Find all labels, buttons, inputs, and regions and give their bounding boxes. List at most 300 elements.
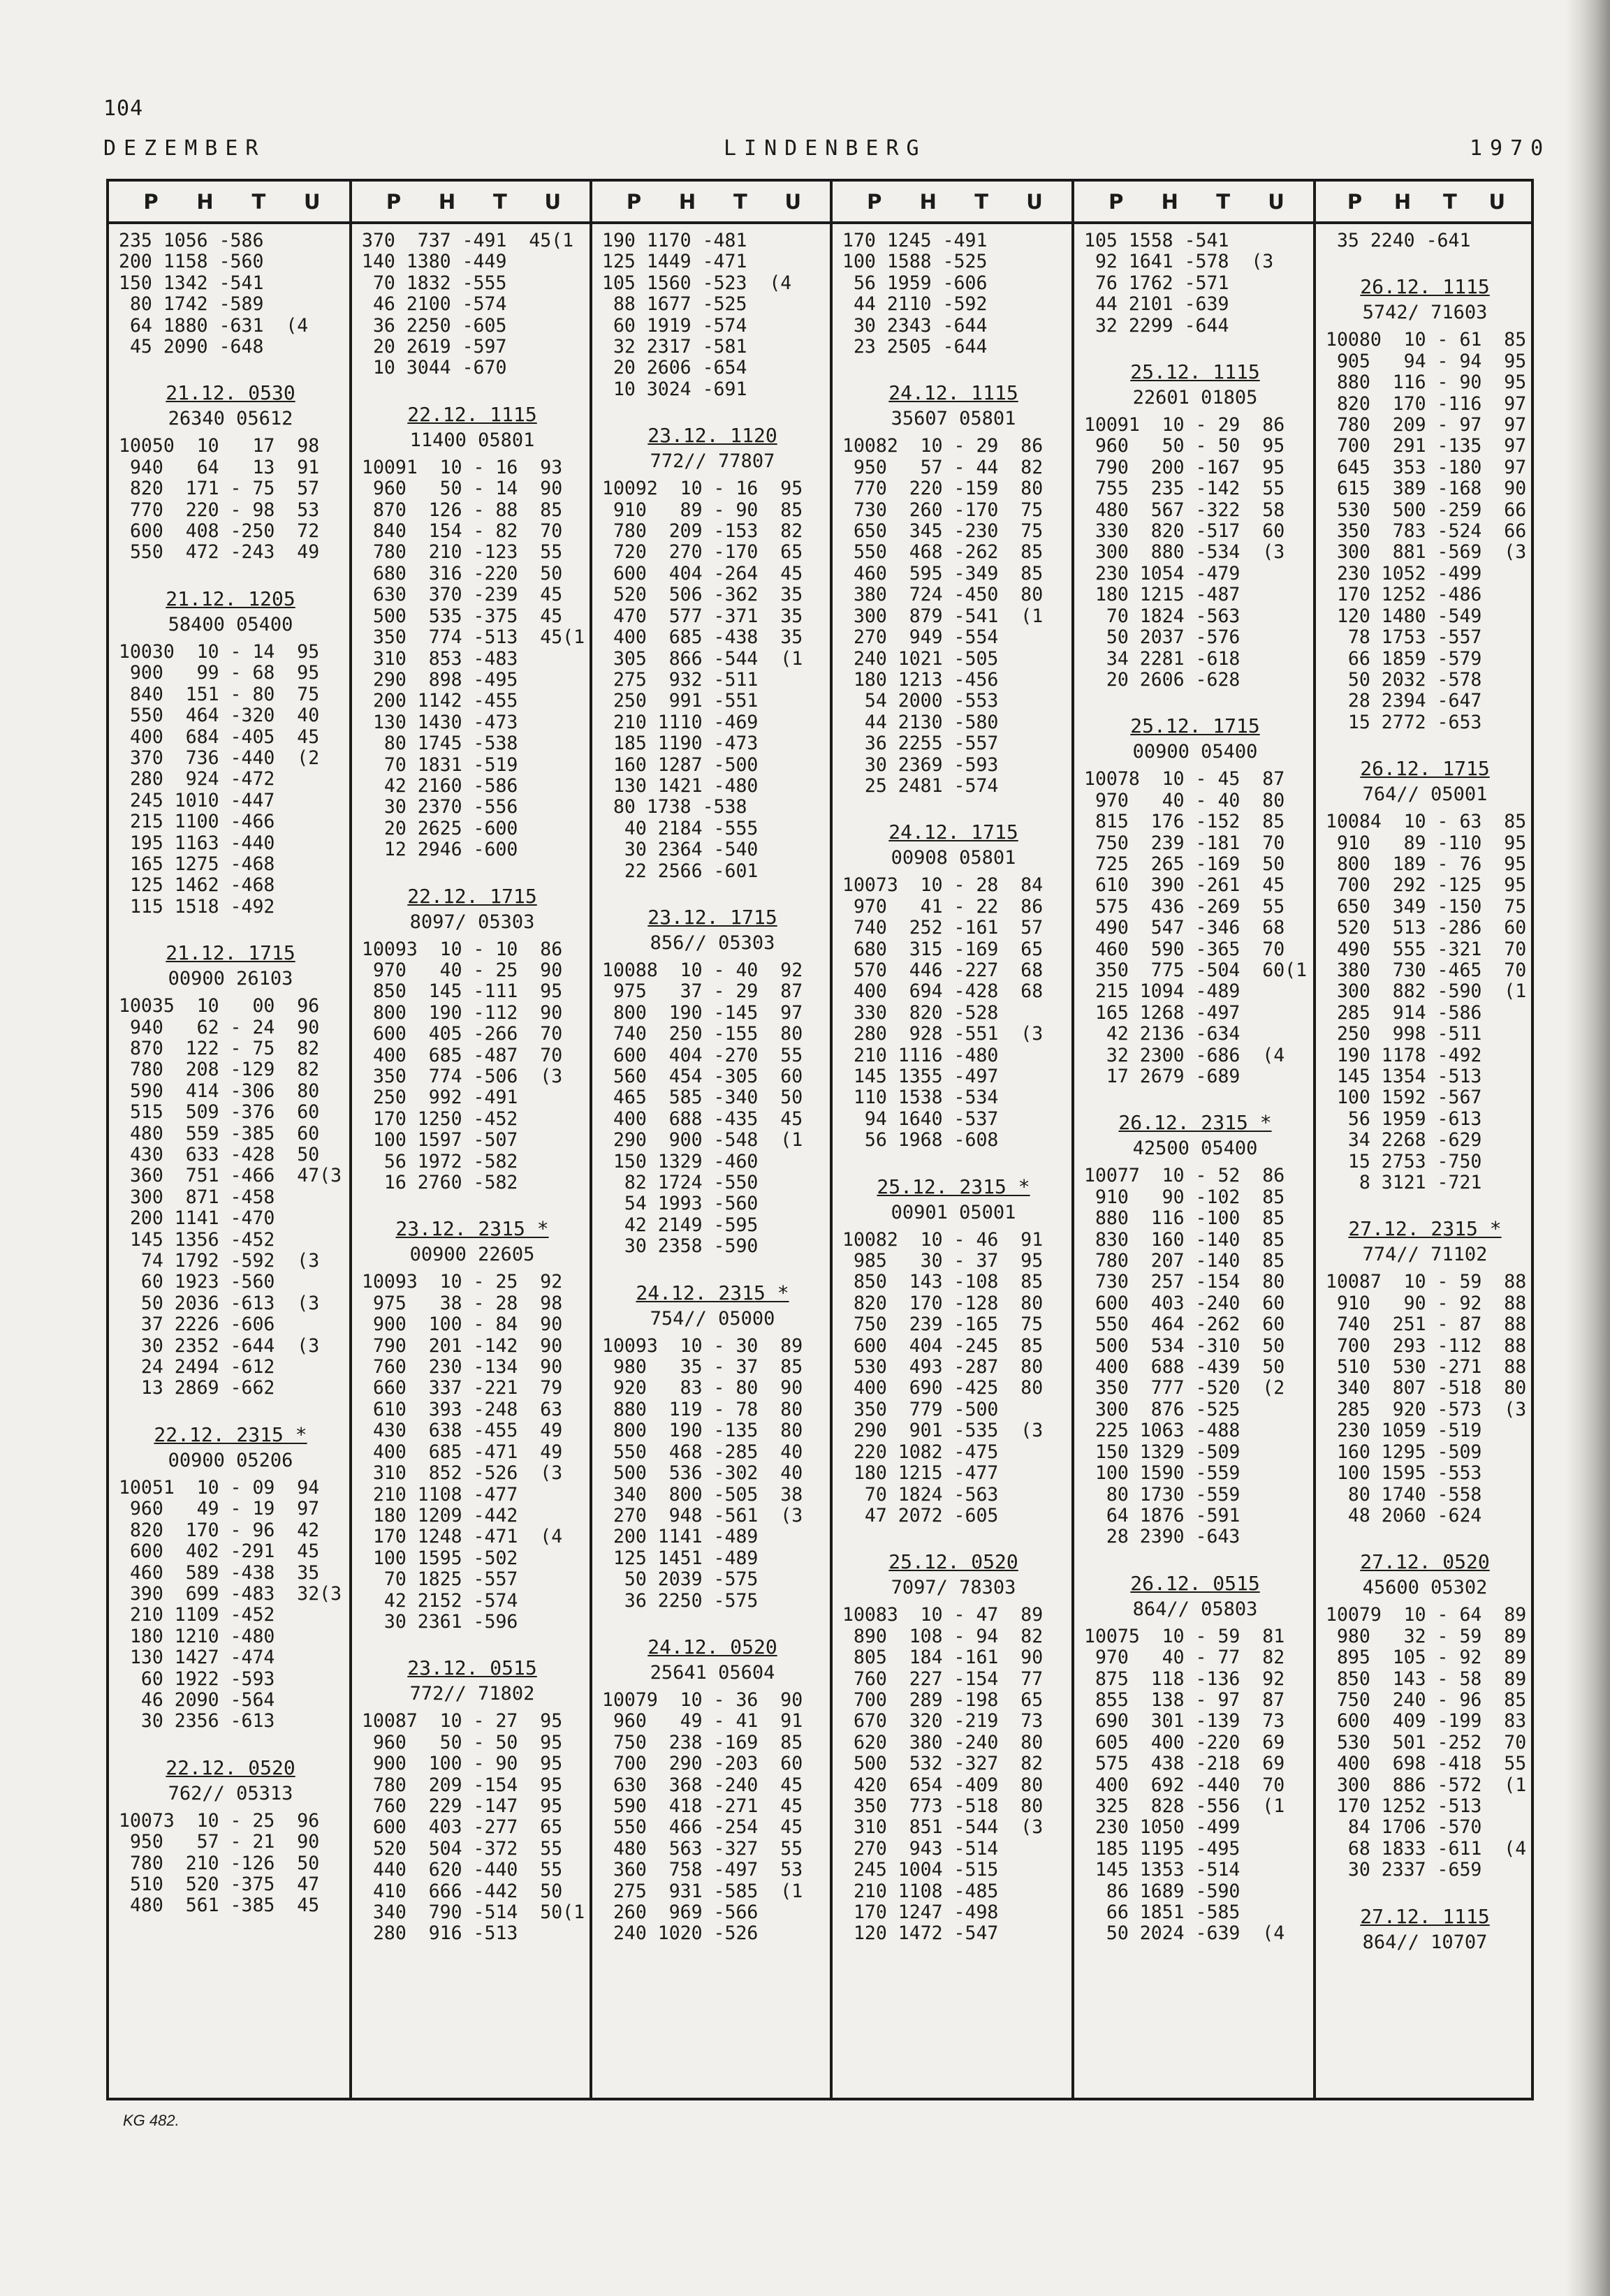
- sounding-code: 754// 05000: [650, 1307, 775, 1330]
- column-header-label: T: [492, 189, 507, 214]
- sounding-date-time: 25.12. 0520: [888, 1550, 1018, 1574]
- sounding-block: [602, 424, 823, 882]
- sounding-code: 774// 71102: [1362, 1244, 1488, 1266]
- column-header-label: U: [1488, 189, 1506, 214]
- data-row: 310 853 -483: [362, 647, 518, 670]
- column-header-label: P: [386, 189, 402, 214]
- data-row: 725 265 -169 50: [1084, 853, 1285, 875]
- data-row: 12 2946 -600: [362, 839, 518, 861]
- data-row: 25 2481 -574: [842, 774, 999, 797]
- sounding-block: [1326, 230, 1524, 251]
- data-row: 400 684 -405 45: [119, 726, 320, 748]
- data-row: 520 506 -362 35: [602, 584, 803, 606]
- data-row: 760 230 -134 90: [362, 1356, 563, 1378]
- data-row: 340 807 -518 80: [1326, 1377, 1527, 1399]
- data-row: 76 1762 -571: [1084, 272, 1229, 294]
- data-row: 160 1295 -509: [1326, 1441, 1482, 1463]
- data-row: 50 2037 -576: [1084, 626, 1241, 649]
- data-row: 36 2250 -575: [602, 1589, 759, 1612]
- data-row: 210 1108 -485: [842, 1880, 999, 1902]
- data-row: 700 289 -198 65: [842, 1688, 1044, 1711]
- data-row: 17 2679 -689: [1084, 1066, 1241, 1087]
- sounding-code: 8097/ 05303: [409, 911, 535, 933]
- sounding-entries: [833, 230, 1071, 1945]
- data-row: 420 654 -409 80: [842, 1774, 1044, 1796]
- sounding-block: [602, 906, 823, 1258]
- data-row: 60 1923 -560: [119, 1271, 275, 1293]
- sounding-entries: [109, 230, 349, 1917]
- data-row: 30 2370 -556: [362, 796, 518, 818]
- sounding-date-time: 24.12. 1115: [888, 381, 1018, 405]
- data-row: 16 2760 -582: [362, 1172, 518, 1194]
- data-row: 850 145 -111 95: [362, 980, 563, 1003]
- data-row: 88 1677 -525: [602, 293, 747, 316]
- sounding-date-time: 23.12. 1715: [647, 905, 777, 929]
- data-row: 245 1004 -515: [842, 1859, 999, 1881]
- sounding-code: 25641 05604: [650, 1661, 775, 1684]
- data-row: 550 464 -262 60: [1084, 1313, 1285, 1336]
- data-row: 10 3024 -691: [602, 378, 747, 400]
- data-row: 470 577 -371 35: [602, 605, 803, 627]
- column-header: [352, 182, 590, 221]
- sounding-code: 764// 05001: [1362, 783, 1488, 806]
- data-row: 840 151 - 80 75: [119, 683, 320, 705]
- data-row: 47 2072 -605: [842, 1504, 999, 1526]
- data-row: 800 190 -135 80: [602, 1420, 803, 1442]
- data-row: 125 1462 -468: [119, 874, 275, 897]
- column-header: [1316, 182, 1531, 221]
- sounding-date-time: 22.12. 0520: [166, 1756, 295, 1779]
- data-row: 220 1082 -475: [842, 1441, 999, 1463]
- data-row: 880 116 - 90 95: [1326, 371, 1527, 394]
- data-row: 700 292 -125 95: [1326, 874, 1527, 897]
- data-row: 10080 10 - 61 85: [1326, 329, 1527, 351]
- data-row: 10084 10 - 63 85: [1326, 811, 1527, 833]
- column-header-label: P: [626, 189, 642, 214]
- data-row: 360 751 -466 47(3: [119, 1165, 342, 1187]
- sounding-entries: [352, 230, 590, 1945]
- sounding-code: 35607 05801: [891, 408, 1016, 430]
- sounding-block: [1084, 1111, 1306, 1547]
- sounding-date-time: 24.12. 2315 *: [636, 1281, 789, 1304]
- sounding-code: 5742/ 71603: [1362, 302, 1488, 324]
- data-row: 645 353 -180 97: [1326, 456, 1527, 478]
- data-row: 195 1163 -440: [119, 832, 275, 854]
- data-row: 300 882 -590 (1: [1326, 980, 1527, 1003]
- data-row: 10082 10 - 29 86: [842, 435, 1044, 457]
- column-header-label: T: [974, 189, 988, 214]
- sounding-code: 45600 05302: [1362, 1577, 1488, 1599]
- data-row: 970 40 - 77 82: [1084, 1647, 1285, 1669]
- sounding-block: [119, 230, 342, 358]
- sounding-code: 11400 05801: [409, 429, 535, 451]
- sounding-code: 00900 22605: [409, 1244, 535, 1266]
- data-row: 340 800 -505 38: [602, 1483, 803, 1506]
- data-row: 780 208 -129 82: [119, 1059, 320, 1081]
- data-row: 790 201 -142 90: [362, 1334, 563, 1357]
- data-row: 740 252 -161 57: [842, 917, 1044, 939]
- data-row: 600 404 -264 45: [602, 562, 803, 584]
- data-row: 32 2317 -581: [602, 336, 747, 358]
- data-row: 460 589 -438 35: [119, 1561, 320, 1584]
- data-row: 880 119 - 78 80: [602, 1398, 803, 1420]
- data-row: 13 2869 -662: [119, 1377, 275, 1399]
- data-row: 10051 10 - 09 94: [119, 1476, 320, 1499]
- data-row: 130 1421 -480: [602, 774, 759, 797]
- data-row: 200 1141 -470: [119, 1207, 275, 1230]
- data-row: 10093 10 - 25 92: [362, 1271, 563, 1293]
- sounding-block: [602, 230, 823, 400]
- data-row: 170 1252 -513: [1326, 1795, 1482, 1817]
- data-row: 30 2369 -593: [842, 753, 999, 776]
- sounding-block: [362, 885, 583, 1194]
- data-row: 50 2036 -613 (3: [119, 1292, 320, 1314]
- data-row: 150 1329 -509: [1084, 1441, 1241, 1463]
- data-row: 350 773 -518 80: [842, 1795, 1044, 1817]
- sounding-block: [1326, 1905, 1524, 1957]
- data-row: 10092 10 - 16 95: [602, 478, 803, 500]
- data-row: 310 851 -544 (3: [842, 1816, 1044, 1839]
- data-row: 330 820 -528: [842, 1001, 999, 1024]
- data-row: 40 2184 -555: [602, 817, 759, 839]
- sounding-block: [119, 381, 342, 563]
- data-row: 165 1275 -468: [119, 853, 275, 875]
- sounding-date-time: 27.12. 0520: [1360, 1550, 1490, 1574]
- data-row: 100 1588 -525: [842, 251, 988, 273]
- data-row: 44 2110 -592: [842, 293, 988, 316]
- data-row: 600 404 -270 55: [602, 1044, 803, 1066]
- data-row: 10030 10 - 14 95: [119, 640, 320, 663]
- data-row: 280 924 -472: [119, 768, 275, 790]
- data-row: 100 1595 -502: [362, 1547, 518, 1569]
- data-row: 950 57 - 21 90: [119, 1831, 320, 1853]
- sounding-entries: [592, 230, 830, 1945]
- data-row: 880 116 -100 85: [1084, 1207, 1285, 1230]
- data-row: 42 2136 -634: [1084, 1023, 1241, 1045]
- data-row: 275 932 -511: [602, 668, 759, 691]
- data-row: 400 692 -440 70: [1084, 1774, 1285, 1796]
- data-row: 28 2394 -647: [1326, 690, 1482, 712]
- column-header-label: U: [1026, 189, 1043, 214]
- sounding-date-time: 22.12. 2315 *: [154, 1422, 307, 1446]
- data-row: 35 2240 -641: [1326, 230, 1471, 251]
- sounding-date-time: 21.12. 1205: [166, 587, 295, 610]
- data-row: 23 2505 -644: [842, 336, 988, 358]
- data-row: 92 1641 -578 (3: [1084, 251, 1274, 273]
- sounding-block: [1084, 1572, 1306, 1945]
- data-row: 500 534 -310 50: [1084, 1334, 1285, 1357]
- data-row: 430 638 -455 49: [362, 1420, 563, 1442]
- data-row: 10073 10 - 25 96: [119, 1809, 320, 1832]
- data-row: 30 2364 -540: [602, 839, 759, 861]
- data-row: 210 1116 -480: [842, 1044, 999, 1066]
- sounding-block: [1084, 230, 1306, 337]
- data-row: 515 509 -376 60: [119, 1101, 320, 1124]
- data-row: 460 590 -365 70: [1084, 938, 1285, 960]
- data-row: 480 567 -322 58: [1084, 499, 1285, 521]
- data-row: 56 1968 -608: [842, 1129, 999, 1151]
- data-row: 22 2566 -601: [602, 860, 759, 882]
- sounding-date-time: 25.12. 1715: [1130, 714, 1260, 738]
- data-row: 720 270 -170 65: [602, 541, 803, 564]
- data-row: 510 520 -375 47: [119, 1873, 320, 1895]
- data-row: 780 209 -154 95: [362, 1774, 563, 1796]
- column-header-label: P: [143, 189, 159, 214]
- data-row: 70 1824 -563: [1084, 605, 1241, 627]
- column-header: [833, 182, 1071, 221]
- data-row: 42 2149 -595: [602, 1214, 759, 1236]
- data-row: 390 699 -483 32(3: [119, 1582, 342, 1605]
- data-row: 125 1451 -489: [602, 1547, 759, 1569]
- data-row: 550 466 -254 45: [602, 1816, 803, 1839]
- data-row: 32 2299 -644: [1084, 314, 1229, 337]
- data-row: 36 2250 -605: [362, 314, 507, 337]
- data-row: 70 1824 -563: [842, 1483, 999, 1506]
- column-header-label: P: [1347, 189, 1363, 214]
- data-row: 820 170 -116 97: [1326, 392, 1527, 415]
- data-row: 42 2160 -586: [362, 774, 518, 797]
- data-row: 305 866 -544 (1: [602, 647, 803, 670]
- data-row: 115 1518 -492: [119, 895, 275, 918]
- table-column: [349, 182, 590, 2098]
- data-row: 730 257 -154 80: [1084, 1271, 1285, 1293]
- data-row: 78 1753 -557: [1326, 626, 1482, 649]
- data-row: 380 730 -465 70: [1326, 959, 1527, 981]
- data-row: 250 991 -551: [602, 690, 759, 712]
- data-row: 400 698 -418 55: [1326, 1753, 1527, 1775]
- sounding-date-time: 21.12. 0530: [166, 381, 295, 405]
- data-row: 800 190 -145 97: [602, 1001, 803, 1024]
- data-row: 840 154 - 82 70: [362, 520, 563, 543]
- data-row: 960 50 - 50 95: [362, 1731, 563, 1753]
- sounding-date-time: 21.12. 1715: [166, 941, 295, 965]
- data-row: 600 405 -266 70: [362, 1023, 563, 1045]
- data-row: 290 898 -495: [362, 668, 518, 691]
- data-row: 940 62 - 24 90: [119, 1016, 320, 1038]
- data-row: 300 881 -569 (3: [1326, 541, 1527, 564]
- data-row: 15 2772 -653: [1326, 711, 1482, 733]
- data-row: 600 404 -245 85: [842, 1334, 1044, 1357]
- data-row: 570 446 -227 68: [842, 959, 1044, 981]
- data-row: 910 90 - 92 88: [1326, 1292, 1527, 1314]
- sounding-block: [602, 1281, 823, 1612]
- data-row: 920 83 - 80 90: [602, 1377, 803, 1399]
- sounding-code: 00900 05400: [1132, 741, 1258, 763]
- data-row: 300 886 -572 (1: [1326, 1774, 1527, 1796]
- data-row: 770 220 - 98 53: [119, 499, 320, 521]
- data-row: 350 777 -520 (2: [1084, 1377, 1285, 1399]
- sounding-code: 58400 05400: [168, 613, 293, 635]
- data-row: 10073 10 - 28 84: [842, 874, 1044, 897]
- data-row: 300 880 -534 (3: [1084, 541, 1285, 564]
- data-row: 310 852 -526 (3: [362, 1462, 563, 1485]
- data-row: 490 555 -321 70: [1326, 938, 1527, 960]
- data-row: 740 251 - 87 88: [1326, 1313, 1527, 1336]
- data-row: 620 380 -240 80: [842, 1731, 1044, 1753]
- data-row: 800 190 -112 90: [362, 1001, 563, 1024]
- data-row: 20 2625 -600: [362, 817, 518, 839]
- data-row: 130 1427 -474: [119, 1647, 275, 1669]
- data-row: 855 138 - 97 87: [1084, 1688, 1285, 1711]
- data-row: 780 210 -126 50: [119, 1852, 320, 1874]
- data-row: 410 666 -442 50: [362, 1880, 563, 1902]
- data-row: 360 758 -497 53: [602, 1859, 803, 1881]
- data-row: 42 2152 -574: [362, 1589, 518, 1612]
- sounding-date-time: 25.12. 1115: [1130, 360, 1260, 384]
- data-row: 290 900 -548 (1: [602, 1129, 803, 1151]
- data-row: 185 1195 -495: [1084, 1837, 1241, 1860]
- data-row: 225 1063 -488: [1084, 1420, 1241, 1442]
- data-row: 960 50 - 14 90: [362, 478, 563, 500]
- data-row: 10087 10 - 59 88: [1326, 1271, 1527, 1293]
- data-row: 10091 10 - 16 93: [362, 456, 563, 478]
- data-row: 230 1054 -479: [1084, 562, 1241, 584]
- data-row: 120 1480 -549: [1326, 605, 1482, 627]
- sounding-block: [1326, 1550, 1527, 1881]
- data-row: 150 1329 -460: [602, 1150, 759, 1172]
- data-row: 70 1825 -557: [362, 1568, 518, 1591]
- data-row: 290 901 -535 (3: [842, 1420, 1044, 1442]
- data-row: 820 170 -128 80: [842, 1292, 1044, 1314]
- sounding-date-time: 24.12. 1715: [888, 820, 1018, 844]
- data-row: 630 370 -239 45: [362, 584, 563, 606]
- data-row: 520 513 -286 60: [1326, 917, 1527, 939]
- data-row: 400 685 -487 70: [362, 1044, 563, 1066]
- column-header: [1074, 182, 1313, 221]
- data-row: 610 393 -248 63: [362, 1398, 563, 1420]
- data-row: 985 30 - 37 95: [842, 1250, 1044, 1272]
- data-row: 37 2226 -606: [119, 1313, 275, 1336]
- data-row: 590 418 -271 45: [602, 1795, 803, 1817]
- sounding-code: 856// 05303: [650, 932, 775, 954]
- table-column: [590, 182, 830, 2098]
- sounding-date-time: 22.12. 1115: [407, 402, 537, 426]
- data-row: 10093 10 - 30 89: [602, 1334, 803, 1357]
- data-row: 46 2100 -574: [362, 293, 507, 316]
- data-row: 380 724 -450 80: [842, 584, 1044, 606]
- data-row: 20 2606 -628: [1084, 668, 1241, 691]
- data-row: 490 547 -346 68: [1084, 917, 1285, 939]
- data-row: 50 2039 -575: [602, 1568, 759, 1591]
- data-row: 575 436 -269 55: [1084, 895, 1285, 918]
- data-row: 900 99 - 68 95: [119, 662, 320, 684]
- column-header-label: U: [544, 189, 562, 214]
- data-row: 440 620 -440 55: [362, 1859, 563, 1881]
- data-row: 94 1640 -537: [842, 1107, 999, 1130]
- data-row: 510 530 -271 88: [1326, 1356, 1527, 1378]
- data-row: 780 209 - 97 97: [1326, 414, 1527, 436]
- data-row: 20 2606 -654: [602, 357, 747, 379]
- data-row: 805 184 -161 90: [842, 1647, 1044, 1669]
- data-row: 60 1922 -593: [119, 1668, 275, 1690]
- sounding-block: [362, 1656, 583, 1944]
- data-row: 24 2494 -612: [119, 1356, 275, 1378]
- column-header-label: U: [784, 189, 802, 214]
- data-row: 130 1430 -473: [362, 711, 518, 733]
- data-row: 350 783 -524 66: [1326, 520, 1527, 543]
- data-row: 48 2060 -624: [1326, 1504, 1482, 1526]
- table-column: [109, 182, 349, 2098]
- data-row: 250 992 -491: [362, 1087, 518, 1109]
- data-row: 550 468 -285 40: [602, 1441, 803, 1463]
- sounding-date-time: 26.12. 2315 *: [1118, 1111, 1272, 1135]
- data-row: 900 100 - 90 95: [362, 1753, 563, 1775]
- data-row: 10 3044 -670: [362, 357, 507, 379]
- data-row: 46 2090 -564: [119, 1688, 275, 1711]
- data-row: 300 876 -525: [1084, 1398, 1241, 1420]
- data-row: 50 2032 -578: [1326, 668, 1482, 691]
- data-row: 50 2024 -639 (4: [1084, 1922, 1285, 1945]
- data-row: 64 1880 -631 (4: [119, 314, 309, 337]
- data-row: 560 454 -305 60: [602, 1066, 803, 1087]
- data-row: 600 408 -250 72: [119, 520, 320, 543]
- column-header-label: H: [1393, 189, 1412, 214]
- sounding-date-time: 27.12. 2315 *: [1348, 1217, 1502, 1241]
- data-row: 270 943 -514: [842, 1837, 999, 1860]
- data-row: 80 1742 -589: [119, 293, 264, 316]
- data-row: 10091 10 - 29 86: [1084, 414, 1285, 436]
- data-row: 80 1738 -538: [602, 796, 747, 818]
- data-row: 280 916 -513: [362, 1922, 518, 1945]
- data-row: 600 403 -277 65: [362, 1816, 563, 1839]
- data-row: 970 40 - 40 80: [1084, 789, 1285, 811]
- data-row: 230 1050 -499: [1084, 1816, 1241, 1839]
- data-row: 245 1010 -447: [119, 789, 275, 811]
- data-row: 650 349 -150 75: [1326, 895, 1527, 918]
- data-row: 110 1538 -534: [842, 1087, 999, 1109]
- data-row: 340 790 -514 50(1: [362, 1901, 585, 1923]
- data-row: 10077 10 - 52 86: [1084, 1165, 1285, 1187]
- data-row: 10078 10 - 45 87: [1084, 768, 1285, 790]
- data-row: 350 774 -513 45(1: [362, 626, 585, 649]
- data-row: 550 468 -262 85: [842, 541, 1044, 564]
- data-row: 350 775 -504 60(1: [1084, 959, 1308, 981]
- data-row: 960 49 - 41 91: [602, 1710, 803, 1732]
- data-row: 54 1993 -560: [602, 1193, 759, 1215]
- data-row: 34 2268 -629: [1326, 1129, 1482, 1151]
- data-row: 815 176 -152 85: [1084, 811, 1285, 833]
- data-row: 15 2753 -750: [1326, 1150, 1482, 1172]
- form-number: KG 482.: [123, 2112, 180, 2129]
- sounding-block: [842, 381, 1064, 797]
- data-row: 400 688 -439 50: [1084, 1356, 1285, 1378]
- data-row: 780 207 -140 85: [1084, 1250, 1285, 1272]
- column-header-label: H: [438, 189, 456, 214]
- sounding-block: [1326, 275, 1527, 733]
- data-row: 550 472 -243 49: [119, 541, 320, 564]
- data-row: 905 94 - 94 95: [1326, 350, 1527, 372]
- data-row: 975 38 - 28 98: [362, 1292, 563, 1314]
- data-row: 36 2255 -557: [842, 733, 999, 755]
- data-row: 210 1110 -469: [602, 711, 759, 733]
- column-header-label: H: [678, 189, 696, 214]
- data-row: 235 1056 -586: [119, 230, 264, 251]
- data-row: 66 1851 -585: [1084, 1901, 1241, 1923]
- data-row: 45 2090 -648: [119, 336, 264, 358]
- data-row: 465 585 -340 50: [602, 1087, 803, 1109]
- year-label: 1970: [1470, 136, 1551, 161]
- data-row: 960 50 - 50 95: [1084, 435, 1285, 457]
- column-header-label: U: [1268, 189, 1285, 214]
- sounding-block: [1326, 1217, 1527, 1526]
- data-row: 10079 10 - 64 89: [1326, 1604, 1527, 1626]
- data-row: 520 504 -372 55: [362, 1837, 563, 1860]
- data-row: 250 998 -511: [1326, 1023, 1482, 1045]
- column-header: [592, 182, 830, 221]
- data-row: 70 1832 -555: [362, 272, 507, 294]
- data-row: 145 1355 -497: [842, 1066, 999, 1087]
- data-row: 700 290 -203 60: [602, 1753, 803, 1775]
